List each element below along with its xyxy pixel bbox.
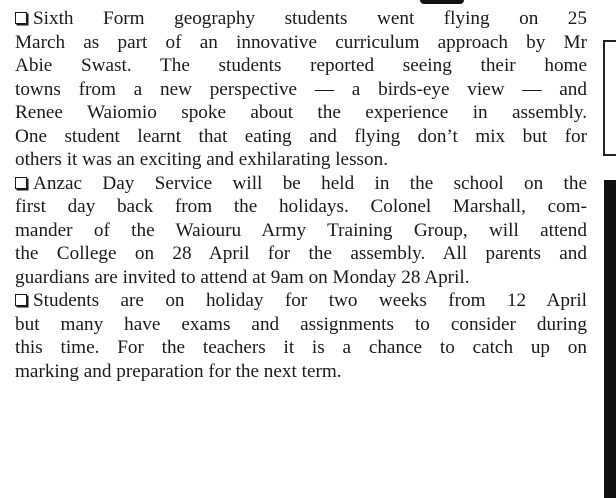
text-line: guardians are invited to attend at 9am on Monday 28 April. bbox=[15, 266, 470, 288]
news-item-geography-flight bbox=[15, 7, 587, 172]
text-line: Anzac Day Service will be held in the school on the bbox=[15, 172, 587, 196]
text-line: Abie Swast. The students reported seeing their home bbox=[15, 55, 587, 76]
text-line: first day back from the holidays. Colonel Marshall, com- bbox=[15, 196, 587, 217]
adjacent-column-frame bbox=[603, 40, 616, 156]
text-line: March as part of an innovative curriculum approach by Mr bbox=[15, 31, 587, 53]
text-line: this time. For the teachers it is a chance to catch up on bbox=[15, 337, 587, 358]
text-line: Students are on holiday for two weeks from 12 April bbox=[15, 289, 587, 313]
text-line: Sixth Form geography students went flying on 25 bbox=[15, 7, 587, 31]
text-line: mander of the Waiouru Army Training Group, will attend bbox=[15, 219, 587, 241]
text-line: the College on 28 April for the assembly. All parents and bbox=[15, 243, 587, 264]
text-line: One student learnt that eating and flying don’t mix but for bbox=[15, 125, 587, 147]
text-line: others it was an exciting and exhilarating lesson. bbox=[15, 149, 388, 170]
checkbox-bullet-icon bbox=[15, 177, 27, 189]
checkbox-bullet-icon bbox=[15, 294, 27, 306]
text-line: Renee Waiomio spoke about the experience in assembly. bbox=[15, 102, 587, 123]
news-item-holidays bbox=[15, 289, 587, 383]
text-line: towns from a new perspective — a birds-eye view — and bbox=[15, 78, 587, 100]
adjacent-column-bar bbox=[604, 180, 616, 498]
news-item-anzac-day bbox=[15, 172, 587, 290]
headline-fragment bbox=[420, 0, 464, 4]
checkbox-bullet-icon bbox=[15, 12, 27, 24]
text-line: but many have exams and assignments to consider during bbox=[15, 313, 587, 335]
article-column bbox=[15, 7, 587, 383]
text-line: marking and preparation for the next term. bbox=[15, 360, 342, 382]
